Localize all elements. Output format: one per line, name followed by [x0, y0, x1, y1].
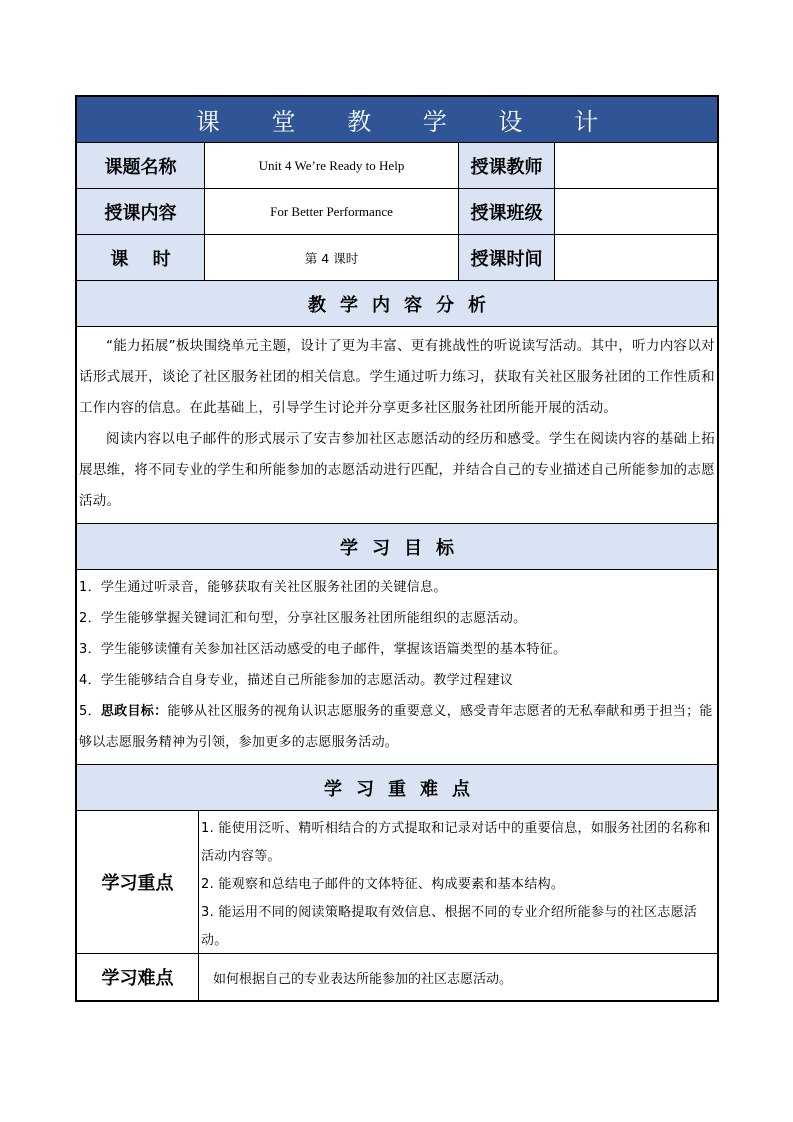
ideology-goal-label: 思政目标： [100, 704, 168, 719]
period-value: 第 4 课时 [205, 235, 459, 281]
lesson-meta-grid [77, 143, 717, 281]
keypoints-heading: 学习重难点 [77, 765, 717, 811]
time-label: 授课时间 [459, 235, 555, 281]
document-title: 课 堂 教 学 设 计 [77, 97, 717, 143]
ideology-goal-text: 能够从社区服务的视角认识志愿服务的重要意义，感受青年志愿者的无私奉献和勇于担当；能够以志愿服务精神为引领，参加更多的志愿服务活动。 [79, 704, 713, 750]
difficulty-content: 如何根据自己的专业表达所能参加的社区志愿活动。 [213, 971, 513, 987]
goal-item-ideology [79, 696, 715, 758]
goals-heading: 学习目标 [77, 524, 717, 570]
key-point-item: 3. 能运用不同的阅读策略提取有效信息、根据不同的专业介绍所能参与的社区志愿活动。 [201, 905, 698, 948]
goals-list [77, 570, 717, 765]
analysis-body [77, 327, 717, 524]
class-value [555, 189, 717, 235]
lesson-design-table [75, 95, 719, 1002]
key-points-label: 学习重点 [77, 811, 199, 954]
content-value: For Better Performance [205, 189, 459, 235]
class-label: 授课班级 [459, 189, 555, 235]
teacher-label: 授课教师 [459, 143, 555, 189]
goal-item: 2．学生能够掌握关键词汇和句型，分享社区服务社团所能组织的志愿活动。 [79, 611, 527, 626]
difficulty-label: 学习难点 [77, 954, 199, 1000]
analysis-paragraph: “能力拓展”板块围绕单元主题，设计了更为丰富、更有挑战性的听说读写活动。其中，听力内容以对话形式展开，谈论了社区服务社团的相关信息。学生通过听力练习，获取有关社区服务社团的工作性质和工作内容的信息。在此基础上，引导学生讨论并分享更多社区服务社团所能开展的活动。 [79, 338, 715, 416]
analysis-paragraph: 阅读内容以电子邮件的形式展示了安吉参加社区志愿活动的经历和感受。学生在阅读内容的基础上拓展思维，将不同专业的学生和所能参加的志愿活动进行匹配，并结合自己的专业描述自己所能参加的志愿活动。 [79, 431, 715, 509]
topic-value: Unit 4 We’re Ready to Help [205, 143, 459, 189]
goal-item: 4．学生能够结合自身专业，描述自己所能参加的志愿活动。教学过程建议 [79, 673, 514, 688]
key-points-content [199, 811, 717, 954]
goal-item: 1．学生通过听录音，能够获取有关社区服务社团的关键信息。 [79, 580, 447, 595]
keypoints-grid [77, 811, 717, 1000]
time-value [555, 235, 717, 281]
key-point-item: 2. 能观察和总结电子邮件的文体特征、构成要素和基本结构。 [201, 877, 565, 892]
period-label: 课 时 [77, 235, 205, 281]
analysis-heading: 教学内容分析 [77, 281, 717, 327]
content-label: 授课内容 [77, 189, 205, 235]
goal-item-number: 5． [79, 704, 101, 719]
goal-item: 3．学生能够读懂有关参加社区活动感受的电子邮件，掌握该语篇类型的基本特征。 [79, 642, 567, 657]
teacher-value [555, 143, 717, 189]
topic-label: 课题名称 [77, 143, 205, 189]
key-point-item: 1. 能使用泛听、精听相结合的方式提取和记录对话中的重要信息，如服务社团的名称和活动内容等。 [201, 821, 711, 864]
